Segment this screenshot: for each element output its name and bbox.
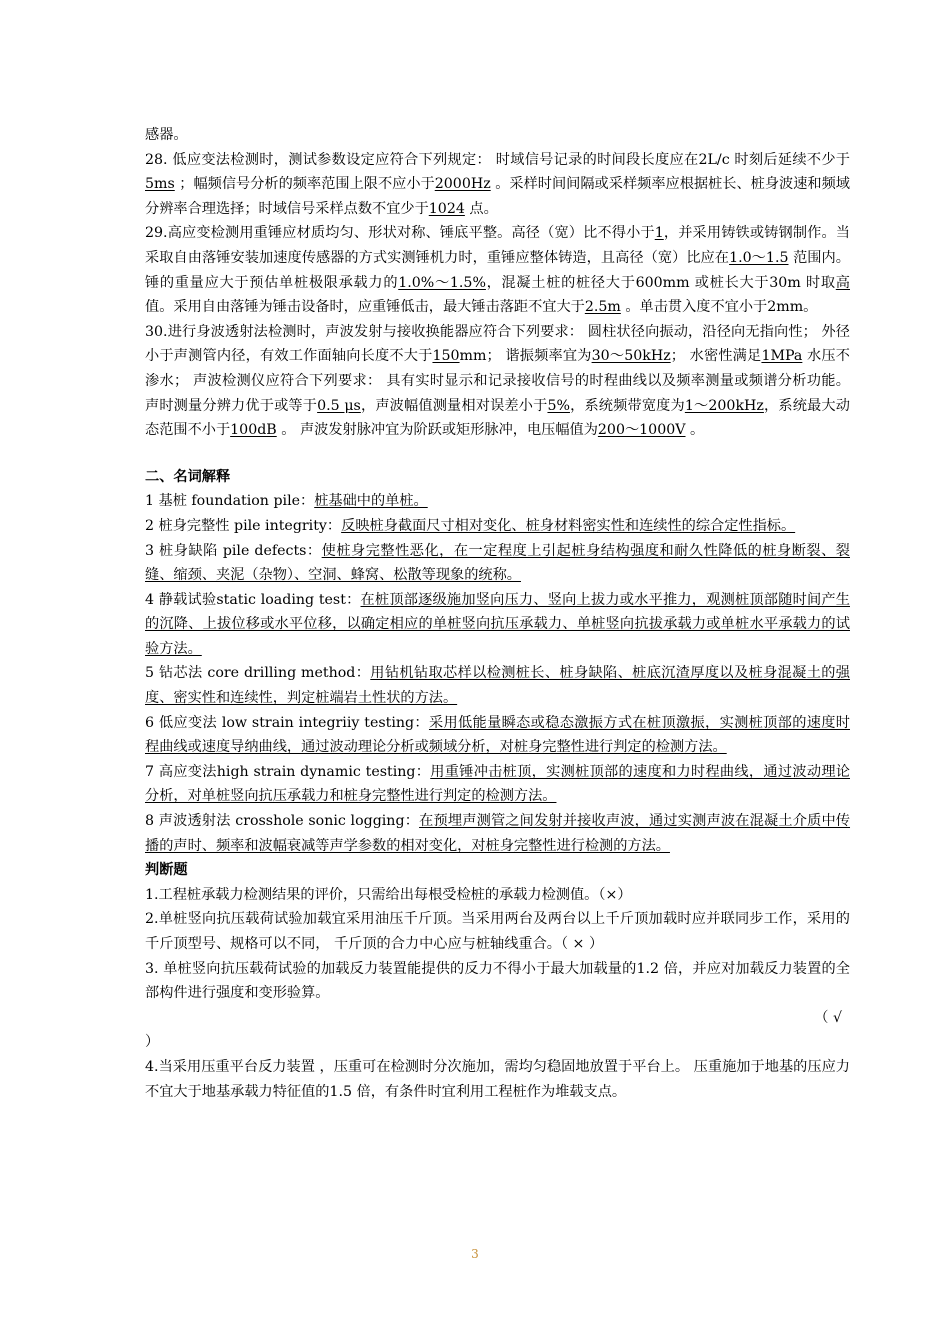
answer-blank: 2000Hz (434, 176, 491, 193)
answer-blank: 30～50kHz (591, 348, 671, 365)
answer-blank: 1～200kHz (684, 397, 764, 414)
judge-question-3 (145, 957, 850, 1055)
text-line: 感器。 (145, 127, 188, 143)
section-heading-terms: 二、名词解释 (145, 468, 231, 485)
text-run: 点。 (464, 200, 498, 217)
text-run: 值。采用自由落锤为锤击设备时，应重锤低击，最大锤击落距不宜大于 (145, 299, 585, 316)
answer-blank: 1.0～1.5 (729, 249, 789, 266)
text-run: ，系统最大动态范围不小于 (145, 397, 850, 439)
answer-blank: 1.0%～1.5% (398, 274, 486, 291)
answer-mark: （ √ (814, 1009, 842, 1026)
answer-blank: 1024 (428, 200, 465, 217)
section-heading-judge: 判断题 (145, 862, 188, 879)
text-run: ；幅频信号分析的频率范围上限不应小于 (174, 176, 435, 193)
term-label: 7 高应变法high strain dynamic testing： (145, 763, 431, 780)
term-label: 3 桩身缺陷 pile defects： (145, 542, 322, 559)
answer-blank: 5% (547, 397, 570, 414)
text-run: ，声波幅值测量相对误差小于 (360, 397, 548, 414)
text-run: 水压不渗水； 声波检测仪应符合下列要求： 具有实时显示和记录接收信号的时程曲线以及频率测量或频谱分析功能。 声时测量分辨力优于或等于 (145, 348, 850, 414)
page-content (145, 123, 850, 1104)
term-label: 2 桩身完整性 pile integrity： (145, 517, 342, 534)
term-item (145, 661, 850, 710)
answer-blank: 5ms (145, 176, 175, 193)
text-run: ，并采用铸铁或铸钢制作。当采取自由落锤安装加速度传感器的方式实测锤机力时，重锤应整体铸造，且高径（宽）比应在 (145, 225, 850, 266)
term-label: 8 声波透射法 crosshole sonic logging： (145, 813, 420, 830)
term-label: 4 静载试验static loading test： (145, 591, 361, 608)
term-item (145, 489, 850, 514)
answer-blank: 2.5m (584, 299, 621, 316)
judge-question-2: 2.单桩竖向抗压载荷试验加载宜采用油压千斤顶。当采用两台及两台以上千斤顶加载时应并联同步工作，采用的千斤顶型号、规格可以不同， 千斤顶的合力中心应与桩轴线重合。（ × ） (145, 911, 850, 952)
answer-blank: 100dB (230, 422, 277, 439)
text-run: 。 (685, 422, 705, 439)
term-item (145, 760, 850, 809)
term-definition: 在预埋声测管之间发射并接收声波，通过实测声波在混凝土介质中传播的声时、频率和波幅衰减等声学参数的相对变化，对桩身完整性进行检测的方法。 (145, 813, 851, 854)
term-definition: 用重锤冲击桩顶，实测桩顶部的速度和力时程曲线，通过波动理论分析，对单桩竖向抗压承载力和桩身完整性进行判定的检测方法。 (145, 763, 850, 805)
text-run: 29.高应变检测用重锤应材质均匀、形状对称、锤底平整。高径（宽）比不得小于 (145, 225, 655, 242)
term-item (145, 809, 850, 858)
term-item (145, 514, 850, 539)
term-definition: 用钻机钻取芯样以检测桩长、桩身缺陷、桩底沉渣厚度以及桩身混凝土的强度、密实性和连续性，判定桩端岩土性状的方法。 (145, 665, 850, 707)
text-run: ； 水密性满足 (670, 348, 762, 365)
term-label: 1 基桩 foundation pile： (145, 493, 315, 510)
answer-blank: 150 (432, 348, 460, 365)
answer-blank: 0.5 μs (317, 397, 361, 414)
term-definition: 反映桩身截面尺寸相对变化、桩身材料密实性和连续性的综合定性指标。 (341, 517, 796, 534)
item-29 (145, 221, 850, 319)
text-run: ，系统频带宽度为 (569, 397, 685, 414)
answer-blank: 200～1000V (597, 422, 686, 439)
answer-blank: 1MPa (761, 348, 803, 365)
term-label: 6 低应变法 low strain integriiy testing： (145, 714, 429, 731)
term-definition: 桩基础中的单桩。 (314, 493, 428, 510)
term-definition: 在桩顶部逐级施加竖向压力、竖向上拔力或水平推力，观测桩顶部随时间产生的沉降、上拔位移或水平位移，以确定相应的单桩竖向抗压承载力、单桩竖向抗拔承载力或单桩水平承载力的试验方法。 (145, 591, 850, 657)
answer-blank: 1 (654, 225, 664, 242)
text-run: 30.进行身波透射法检测时，声波发射与接收换能器应符合下列要求： 圆柱状径向振动，沿径向无指向性； 外径小于声测管内径，有效工作面轴向长度不大于 (145, 323, 850, 365)
text-run: mm； 谐振频率宜为 (459, 348, 592, 365)
answer-blank: 高 (835, 274, 850, 291)
page-number: 3 (471, 1247, 479, 1261)
judge-question-1: 1.工程桩承载力检测结果的评价，只需给出每根受检桩的承载力检测值。（×） (145, 886, 632, 903)
answer-mark-close: ） (145, 1034, 160, 1051)
term-item (145, 711, 850, 760)
text-run: ，混凝土桩的桩径大于600mm 或桩长大于30m 时取 (485, 274, 836, 291)
term-definition: 采用低能量瞬态或稳态激振方式在桩顶激振，实测桩顶部的速度时程曲线或速度导纳曲线，通过波动理论分析或频域分析，对桩身完整性进行判定的检测方法。 (145, 714, 850, 756)
term-item (145, 588, 850, 662)
judge-question-4: 4.当采用压重平台反力装置 ，压重可在检测时分次施加，需均匀稳固地放置于平台上。 压重施加于地基的压应力不宜大于地基承载力特征值的1.5 倍，有条件时宜利用工程桩作为堆载支点。 (145, 1058, 850, 1100)
text-run: 。 声波发射脉冲宜为阶跃或矩形脉冲，电压幅值为 (276, 422, 598, 439)
term-item (145, 539, 850, 588)
term-definition: 使桩身完整性恶化，在一定程度上引起桩身结构强度和耐久性降低的桩身断裂、裂缝、缩颈、夹泥（杂物）、空洞、蜂窝、松散等现象的统称。 (145, 542, 850, 584)
item-28 (145, 148, 850, 222)
item-30 (145, 320, 850, 443)
question-text: 3. 单桩竖向抗压载荷试验的加载反力装置能提供的反力不得小于最大加载量的1.2 倍，并应对加载反力装置的全部构件进行强度和变形验算。 (145, 960, 850, 1002)
text-run: 。采样时间间隔或采样频率应根据桩长、桩身波速和频域分辨率合理选择；时域信号采样点数不宜少于 (145, 176, 850, 217)
text-run: 范围内。锤的重量应大于预估单桩极限承载力的 (145, 249, 850, 291)
text-run: 。单击贯入度不宜小于2mm。 (620, 299, 818, 316)
text-run: 28. 低应变法检测时，测试参数设定应符合下列规定： 时域信号记录的时间段长度应在2L/c 时刻后延续不少于 (145, 151, 850, 168)
term-label: 5 钻芯法 core drilling method： (145, 665, 371, 682)
